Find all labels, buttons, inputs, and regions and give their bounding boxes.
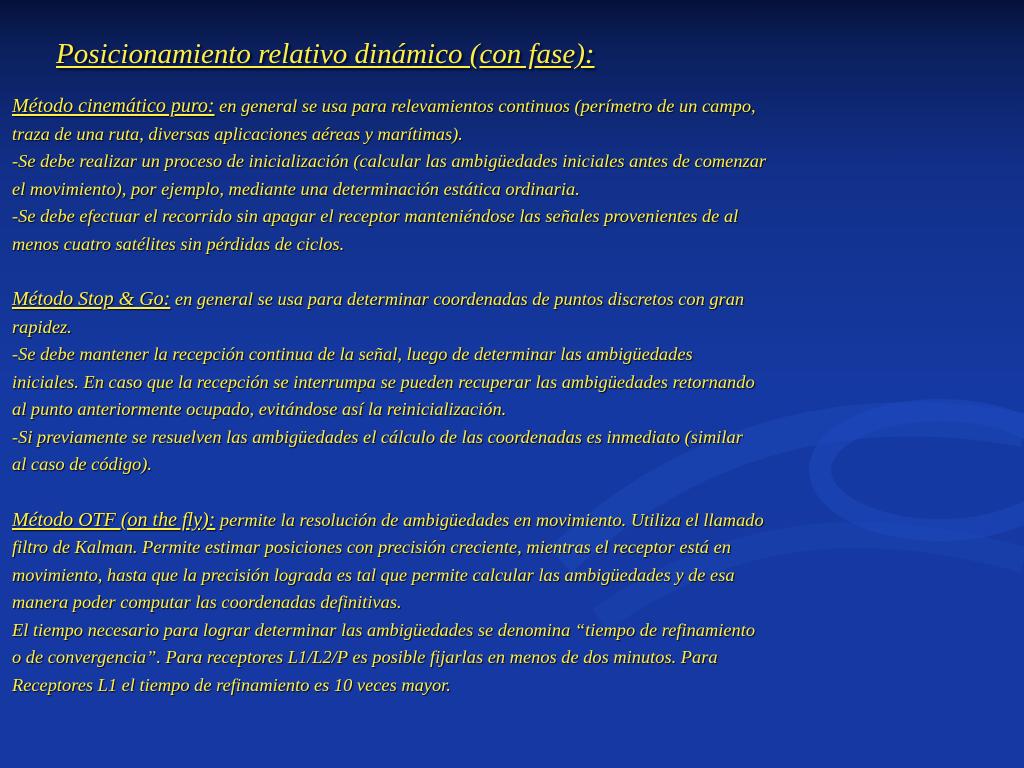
text-line: iniciales. En caso que la recepción se interrumpa se pueden recuperar las ambigüedades retornando (12, 371, 755, 392)
text-line: Método cinemático puro: en general se usa para relevamientos continuos (perímetro de un campo, (12, 95, 756, 117)
text-line: menos cuatro satélites sin pérdidas de ciclos. (12, 233, 345, 254)
text-line: -Si previamente se resuelven las ambigüedades el cálculo de las coordenadas es inmediato (similar (12, 426, 743, 447)
text-line: rapidez. (12, 316, 72, 337)
text-line: Receptores L1 el tiempo de refinamiento es 10 veces mayor. (12, 674, 451, 695)
section-heading: Método OTF (on the fly): (12, 508, 216, 531)
section-kinematic (12, 93, 1017, 258)
text-line: filtro de Kalman. Permite estimar posiciones con precisión creciente, mientras el receptor está en (12, 537, 731, 557)
slide-title: Posicionamiento relativo dinámico (con fase): (56, 38, 595, 70)
text-line: o de convergencia”. Para receptores L1/L2/P es posible fijarlas en menos de dos minutos. Para (12, 647, 718, 667)
text-line: al caso de código). (12, 454, 152, 474)
slide-body (12, 93, 1017, 699)
text-line: El tiempo necesario para lograr determinar las ambigüedades se denomina “tiempo de refinamiento (12, 619, 756, 640)
section-heading: Método cinemático puro: (12, 95, 215, 117)
text-line: -Se debe realizar un proceso de inicialización (calcular las ambigüedades iniciales antes de comenzar (12, 151, 767, 171)
text-line: al punto anteriormente ocupado, evitándose así la reinicialización. (12, 399, 507, 419)
text-line: traza de una ruta, diversas aplicaciones aéreas y marítimas). (12, 123, 463, 144)
text-line: manera poder computar las coordenadas definitivas. (12, 592, 402, 612)
text-line: Método Stop & Go: en general se usa para determinar coordenadas de puntos discretos con gran (12, 288, 745, 310)
text-line: -Se debe efectuar el recorrido sin apagar el receptor manteniéndose las señales provenientes de al (12, 206, 739, 226)
section-otf (12, 507, 1017, 700)
spacer (12, 479, 1017, 507)
section-stop-go (12, 286, 1017, 479)
text-line: Método OTF (on the fly): permite la resolución de ambigüedades en movimiento. Utiliza el llamado (12, 508, 764, 531)
text-line: el movimiento), por ejemplo, mediante una determinación estática ordinaria. (12, 178, 580, 199)
text-line: movimiento, hasta que la precisión lograda es tal que permite calcular las ambigüedades y de esa (12, 564, 735, 585)
spacer (12, 258, 1017, 286)
text-line: -Se debe mantener la recepción continua de la señal, luego de determinar las ambigüedades (12, 344, 693, 364)
section-heading: Método Stop & Go: (12, 288, 171, 310)
